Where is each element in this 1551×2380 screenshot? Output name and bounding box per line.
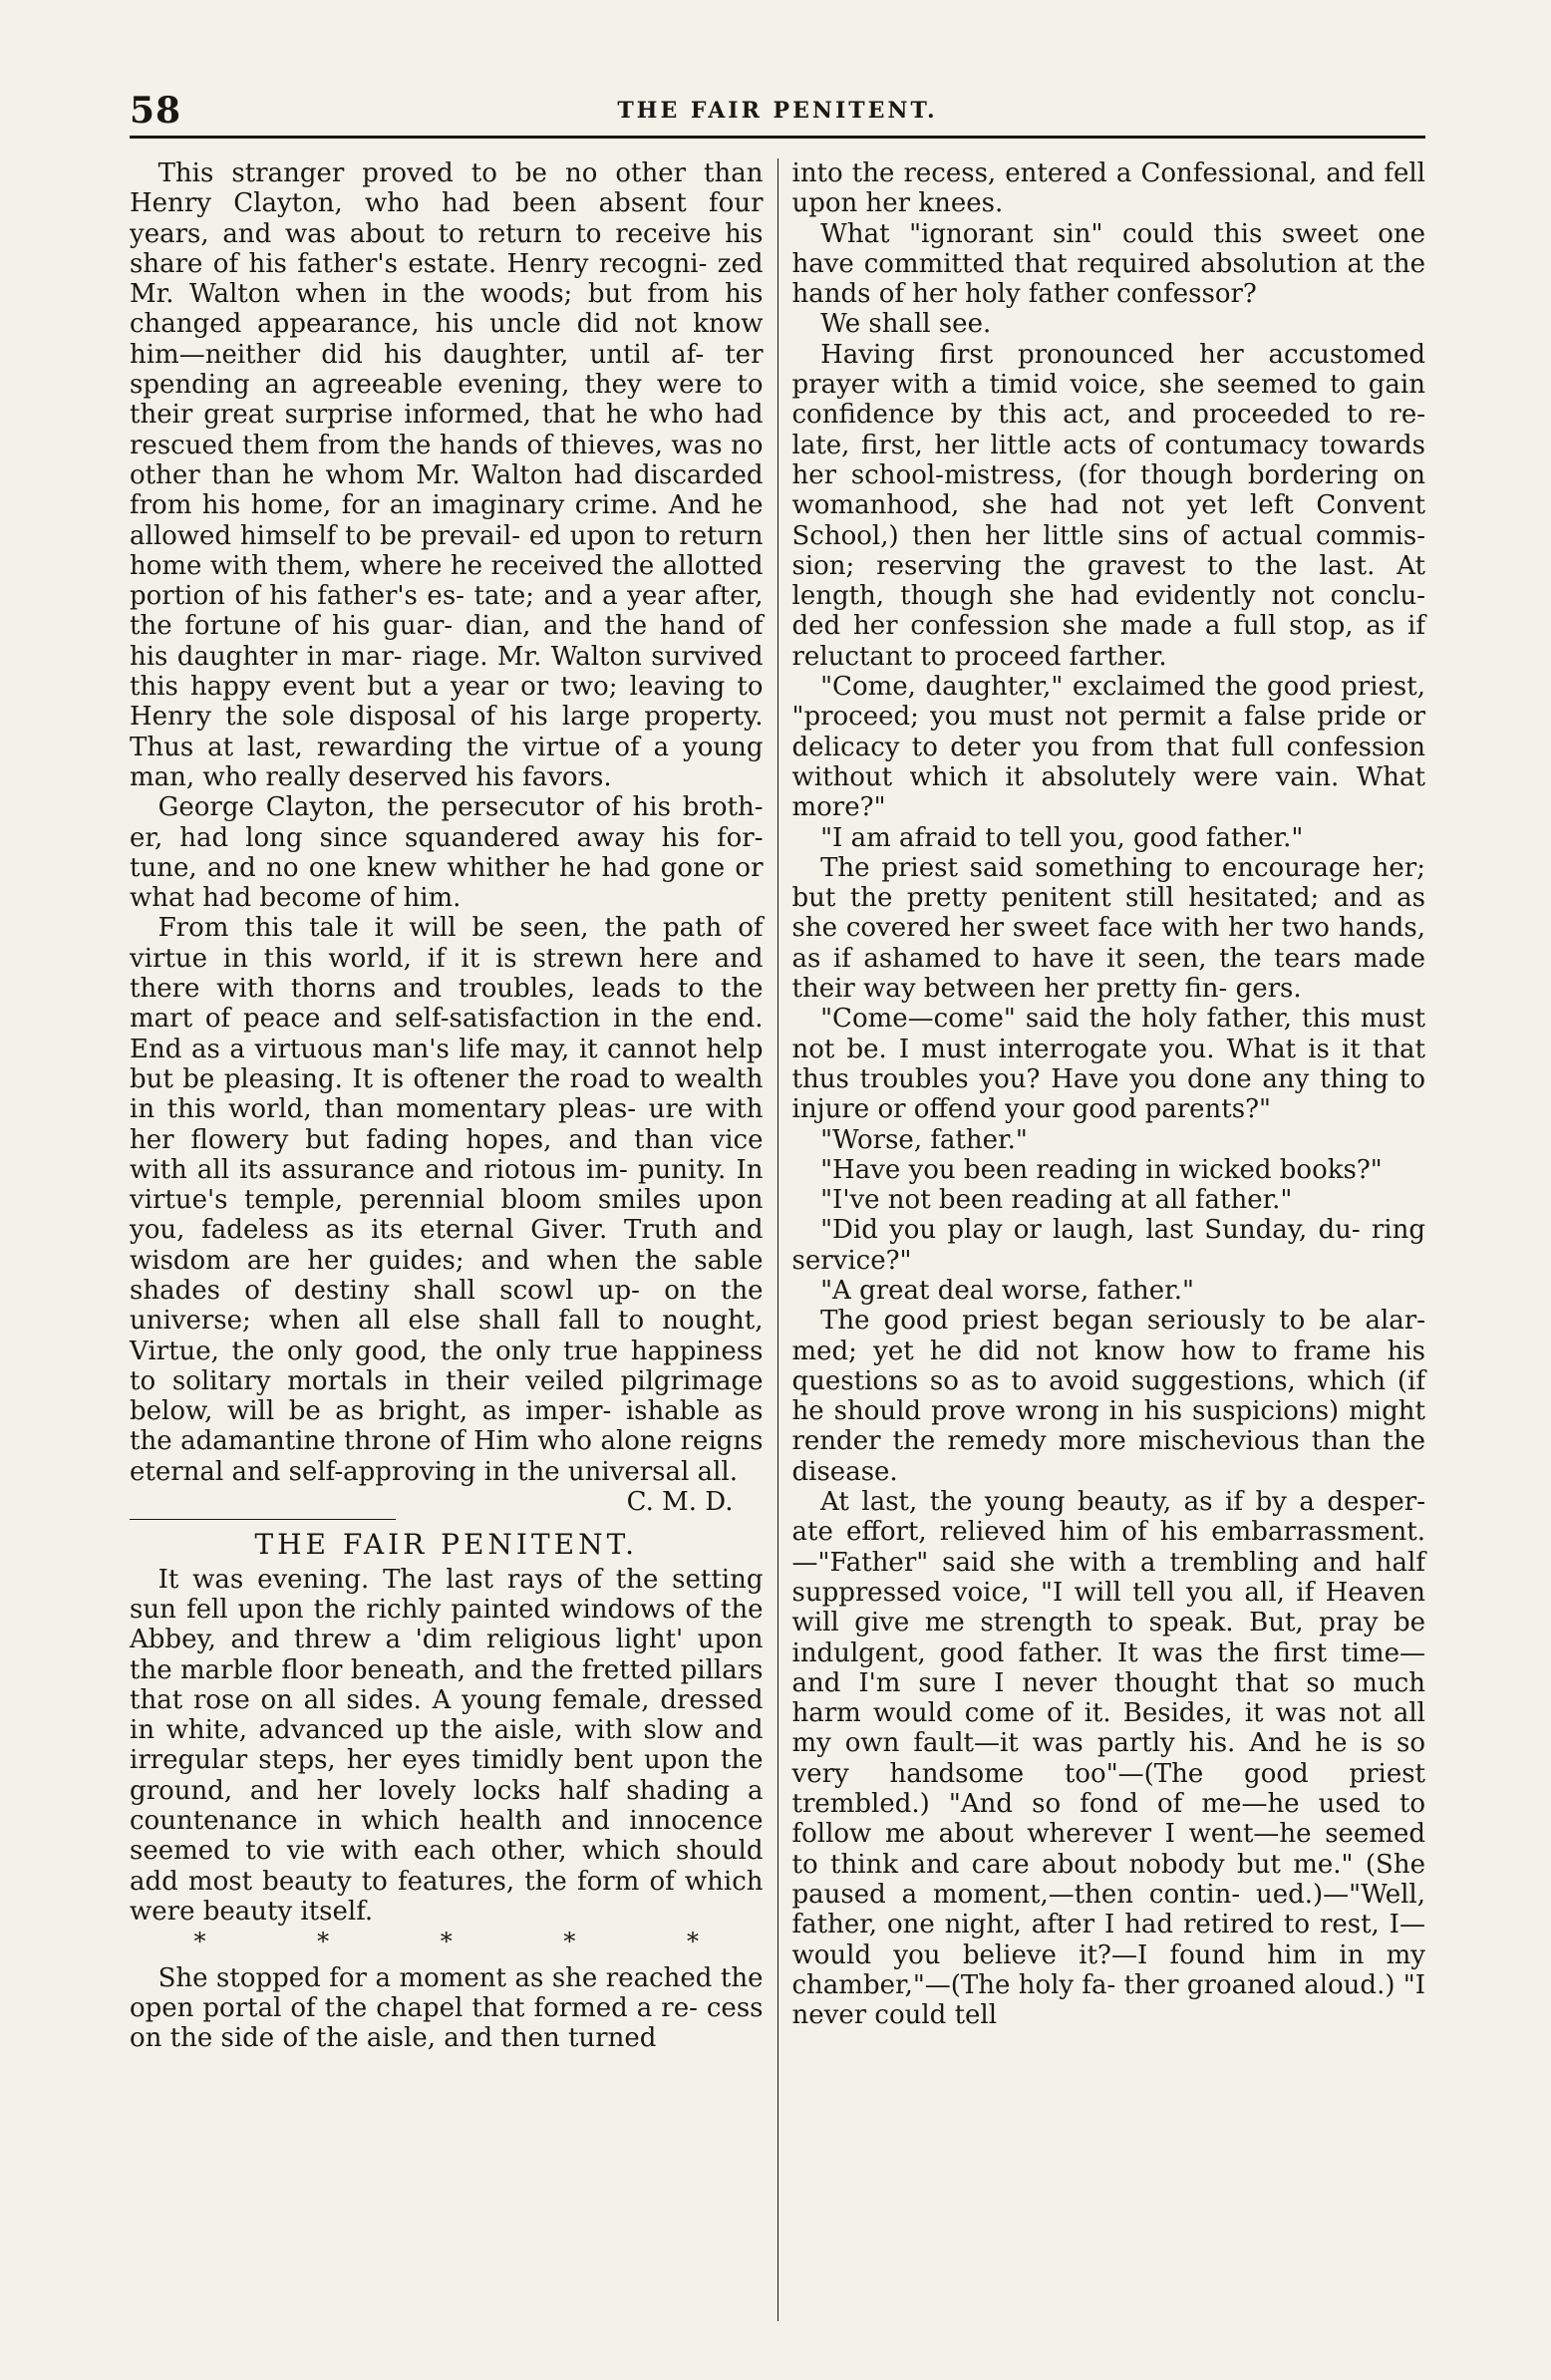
signature: C. M. D. (626, 1487, 734, 1518)
running-head (130, 90, 1425, 139)
paragraph: The priest said something to encourage her; but the pretty penitent still hesitated; and as she covered her sweet face with her two hands, as if ashamed to have it seen, the tears made their way between her pretty fin- gers. (791, 852, 1425, 1005)
paragraph: "Come, daughter," exclaimed the good priest, "proceed; you must not permit a false pride or delicacy to deter you from that full confession without which it absolutely were vain. What more?" (791, 672, 1425, 823)
paragraph: "Did you play or laugh, last Sunday, du- ring service?" (791, 1215, 1425, 1276)
right-column (778, 158, 1426, 2321)
paragraph: What "ignorant sin" could this sweet one have committed that required absolution at the hands of her holy father confessor? (791, 218, 1425, 310)
paragraph: We shall see. (820, 309, 992, 340)
asterisk-separator: * * * * * (193, 1928, 751, 1956)
paragraph: At last, the young beauty, as if by a desper- ate effort, relieved him of his embarrassment. —"Father" said she with a trembling and half suppressed voice, "I will tell you all, if Heaven will give me strength to speak. But, pray be indulgent, good father. It was the first time—and I'm sure I never thought that so much harm would come of it. Besides, it was not all my own fault—it was partly his. And he is so very handsome too"—(The good priest trembled.) "And so fond of me—he used to follow me about wherever I went—he seemed to think and care about nobody but me." (She paused a moment,—then contin- ued.)—"Well, father, one night, after I had retired to rest, I—would you believe it?—I found him in my chamber,"—(The holy fa- ther groaned aloud.) "I never could tell (791, 1487, 1425, 2031)
text-columns (130, 158, 1425, 2321)
page-number: 58 (130, 90, 182, 132)
paragraph: "I am afraid to tell you, good father." (820, 822, 1304, 853)
paragraph: This stranger proved to be no other than Henry Clayton, who had been absent four years, and was about to return to receive his share of his father's estate. Henry recogni- zed Mr. Walton when in the woods; but from his changed appearance, his uncle did not know him—neither did his daughter, until af- ter spending an agreeable evening, they were to their great surprise informed, that he who had rescued them from the hands of thieves, was no other than he whom Mr. Walton had discarded from his home, for an imaginary crime. And he allowed himself to be prevail- ed upon to return home with them, where he received the allotted portion of his father's es- tate; and a year after, the fortune of his guar- dian, and the hand of his daughter in mar- riage. Mr. Walton survived this happy event but a year or two; leaving to Henry the sole disposal of his large property. Thus at last, rewarding the virtue of a young man, who really deserved his favors. (130, 158, 764, 792)
paragraph: George Clayton, the persecutor of his broth- er, had long since squandered away his for- tune, and no one knew whither he had gone or what had become of him. (130, 792, 764, 914)
paragraph: "Worse, father." (820, 1124, 1028, 1155)
paragraph: "I've not been reading at all father." (820, 1185, 1293, 1216)
story-heading: THE FAIR PENITENT. (254, 1528, 639, 1562)
paragraph: "Come—come" said the holy father, this must not be. I must interrogate you. What is it that thus troubles you? Have you done any thing to injure or offend your good parents?" (791, 1004, 1425, 1125)
section-divider (130, 1519, 396, 1520)
paragraph: From this tale it will be seen, the path of virtue in this world, if it is strewn here and there with thorns and troubles, leads to the mart of peace and self-satisfaction in the end. End as a virtuous man's life may, it cannot help but be pleasing. It is oftener the road to wealth in this world, than momentary pleas- ure with her flowery but fading hopes, and than vice with all its assurance and riotous im- punity. In virtue's temple, perennial bloom smiles upon you, fadeless as its eternal Giver. Truth and wisdom are her guides; and when the sable shades of destiny shall scowl up- on the universe; when all else shall fall to nought, Virtue, the only good, the only true happiness to solitary mortals in their veiled pilgrimage below, will be as bright, as imper- ishable as the adamantine throne of Him who alone reigns eternal and self-approving in the universal all. (130, 913, 764, 1487)
newspaper-page (130, 90, 1425, 2328)
paragraph: It was evening. The last rays of the setting sun fell upon the richly painted windows of the Abbey, and threw a 'dim religious light' upon the marble floor beneath, and the fretted pillars that rose on all sides. A young female, dressed in white, advanced up the aisle, with slow and irregular steps, her eyes timidly bent upon the ground, and her lovely locks half shading a countenance in which health and innocence seemed to vie with each other, which should add most beauty to features, the form of which were beauty itself. (130, 1564, 764, 1927)
paragraph: "Have you been reading in wicked books?" (820, 1154, 1383, 1185)
paragraph: into the recess, entered a Confessional, and fell upon her knees. (791, 158, 1425, 219)
running-title: THE FAIR PENITENT. (617, 98, 938, 124)
paragraph: Having first pronounced her accustomed prayer with a timid voice, she seemed to gain confidence by this act, and proceeded to re- late, first, her little acts of contumacy towards her school-mistress, (for though bordering on womanhood, she had not yet left Convent School,) then her little sins of actual commis- sion; reserving the gravest to the last. At length, though she had evidently not conclu- ded her confession she made a full stop, as if reluctant to proceed farther. (791, 339, 1425, 672)
paragraph: "A great deal worse, father." (820, 1275, 1194, 1306)
paragraph: She stopped for a moment as she reached the open portal of the chapel that formed a re- cess on the side of the aisle, and then turned (130, 1962, 764, 2054)
left-column (130, 158, 778, 2321)
paragraph: The good priest began seriously to be alar- med; yet he did not know how to frame his questions so as to avoid suggestions, which (if he should prove wrong in his suspicions) might render the remedy more mischevious than the disease. (791, 1306, 1425, 1487)
